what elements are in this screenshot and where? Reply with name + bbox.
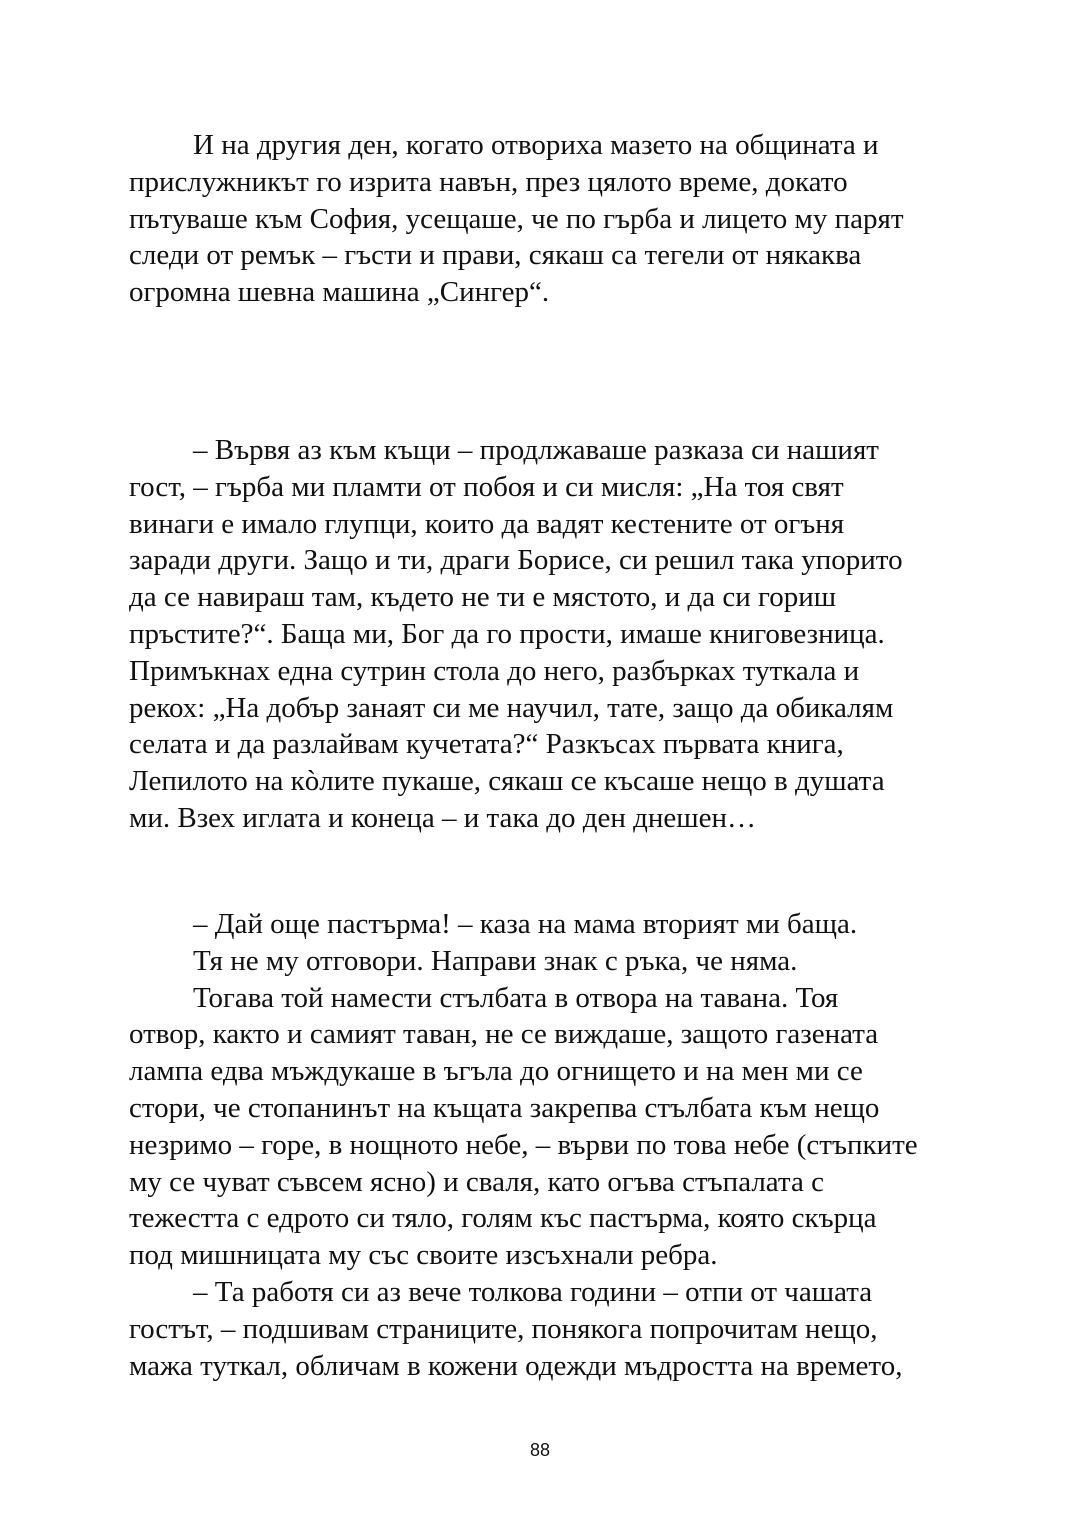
text-line: – Та работя си аз вече толкова години – отпи от чашата bbox=[193, 1275, 873, 1308]
text-line: ми. Взех иглата и конеца – и така до ден днешен… bbox=[129, 801, 756, 834]
page-number: 88 bbox=[529, 1440, 551, 1460]
text-line: Примъкнах една сутрин стола до него, разбърках туткала и bbox=[129, 654, 860, 687]
text-line: прислужникът го изрита навън, през цялото време, докато bbox=[129, 165, 848, 198]
text-line: под мишницата му със своите изсъхнали ребра. bbox=[129, 1239, 718, 1272]
paragraph-block-1 bbox=[129, 127, 959, 311]
text-line: гост, – гърба ми пламти от побоя и си мисля: „На тоя свят bbox=[129, 470, 844, 503]
text-line: винаги е имало глупци, които да вадят кестените от огъня bbox=[129, 507, 845, 540]
text-line: селата и да разлайвам кучетата?“ Разкъсах първата книга, bbox=[129, 728, 844, 761]
text-line: пръстите?“. Баща ми, Бог да го прости, имаше книговезница. bbox=[129, 617, 885, 650]
text-line: мажа туткал, обличам в кожени одежди мъдростта на времето, bbox=[129, 1349, 903, 1382]
paragraph-block-2 bbox=[129, 432, 959, 837]
text-line: стори, че стопанинът на къщата закрепва стълбата към нещо bbox=[129, 1091, 880, 1124]
text-line: Тя не му отговори. Направи знак с ръка, че няма. bbox=[193, 944, 798, 977]
text-line: лампа едва мъждукаше в ъгъла до огнището и на мен ми се bbox=[129, 1055, 863, 1088]
text-line: пътуваше към София, усещаше, че по гърба и лицето му парят bbox=[129, 202, 904, 235]
text-line: И на другия ден, когато отвориха мазето на общината и bbox=[193, 129, 879, 161]
text-line: следи от ремък – гъсти и прави, сякаш са тегели от някаква bbox=[129, 239, 862, 272]
text-line: му се чуват съвсем ясно) и сваля, като огъва стъпалата с bbox=[129, 1165, 824, 1198]
text-line: Лепилото на кòлите пукаше, сякаш се късаше нещо в душата bbox=[129, 765, 885, 798]
text-line: незримо – горе, в нощното небе, – върви по това небе (стъпките bbox=[129, 1128, 918, 1161]
text-line: огромна шевна машина „Сингер“. bbox=[129, 276, 550, 309]
text-line: тежестта с едрото си тяло, голям къс пастърма, която скърца bbox=[129, 1202, 877, 1235]
text-line: – Дай още пастърма! – каза на мама вторият ми баща. bbox=[193, 908, 858, 940]
paragraph-block-3 bbox=[129, 906, 959, 1384]
text-line: Тогава той намести стълбата в отвора на тавана. Тоя bbox=[193, 981, 839, 1014]
text-line: гостът, – подшивам страниците, понякога попрочитам нещо, bbox=[129, 1312, 878, 1345]
text-line: рекох: „На добър занаят си ме научил, тате, защо да обикалям bbox=[129, 691, 894, 724]
text-line: отвор, както и самият таван, не се виждаше, защото газената bbox=[129, 1018, 879, 1051]
text-line: заради други. Защо и ти, драги Борисе, си решил така упорито bbox=[129, 544, 903, 577]
text-line: да се навираш там, където не ти е мястото, и да си гориш bbox=[129, 581, 837, 614]
text-line: – Вървя аз към къщи – продлжаваше разказа си нашият bbox=[193, 434, 879, 466]
